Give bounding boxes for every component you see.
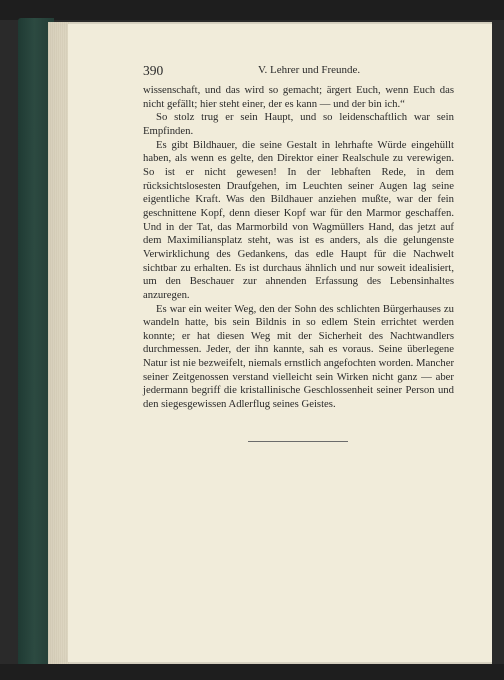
paragraph: Es gibt Bildhauer, die seine Gestalt in lehrhafte Würde eingehüllt haben, als wenn es gelte, den Direktor einer Realschule zu verewigen. So ist er nicht gewesen! In der lebhaften Rede, in dem rücksichtslosesten Draufgehen, im Leuchten seiner Augen lag seine eigentliche Kraft. Was den Bildhauer anziehen mußte, war der fein geschnittene Kopf, denn dieser Kopf war für den Marmor geschaffen. Und in der Tat, das Marmorbild von Wagmüllers Hand, das jetzt auf dem Maximiliansplatz steht, was ist es anders, als die gelungenste Verwirklichung des Gedankens, das edle Haupt für die Nachwelt sichtbar zu erhalten. Es ist durchaus ähnlich und nur soweit idealisiert, um den Beschauer zur ahnenden Erfassung des Lebensinhaltes anzuregen. bbox=[143, 138, 454, 301]
paragraph: So stolz trug er sein Haupt, und so leidenschaftlich war sein Empfinden. bbox=[143, 111, 454, 137]
running-head: V. Lehrer und Freunde. bbox=[258, 64, 361, 76]
scan-background-top bbox=[0, 0, 504, 20]
scan-background-bottom bbox=[0, 664, 504, 680]
paragraph: wissenschaft, und das wird so gemacht; ärgert Euch, wenn Euch das nicht gefällt; hier steht einer, der es kann — und der bin ich.“ bbox=[143, 84, 454, 110]
body-text bbox=[143, 84, 454, 412]
page-edge-stack bbox=[48, 22, 70, 664]
paragraph: Es war ein weiter Weg, den der Sohn des schlichten Bürgerhauses zu wandeln hatte, bis sein Bildnis in so edlem Stein errichtet werden konnte; er hat diesen Weg mit der Sicherheit des Nachtwandlers durchmessen. Jeder, der ihn kannte, sah es voraus. Seine überlegene Natur ist nie bezweifelt, niemals ernstlich angefochten worden. Mancher seiner Zeitgenossen verstand vielleicht sein Wirken nicht ganz — aber jedermann begriff die kristallinische Geschlossenheit seiner Person und den siegesgewissen Adlerflug seines Geistes. bbox=[143, 302, 455, 411]
section-end-rule bbox=[248, 441, 348, 442]
page-header bbox=[143, 63, 453, 79]
page-number: 390 bbox=[143, 63, 164, 78]
